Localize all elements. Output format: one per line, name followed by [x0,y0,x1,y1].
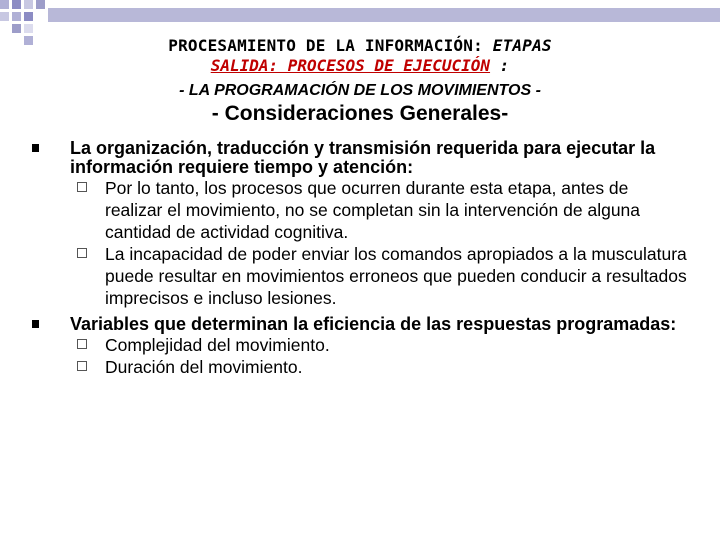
slide-title [0,36,720,55]
bullet-item [30,139,690,177]
header-bar [48,8,720,22]
corner-square [24,0,33,9]
title-italic: ETAPAS [492,36,552,55]
subtitle-red: SALIDA: PROCESOS DE EJECUCIÓN [210,56,491,75]
hollow-square-bullet-icon [77,339,87,349]
sub-bullet-item [70,177,690,243]
hollow-square-bullet-icon [77,361,87,371]
corner-square [12,24,21,33]
corner-square [12,12,21,21]
bullet-text: La organización, traducción y transmisión requerida para ejecutar la información requiere tiempo y atención: [70,138,656,177]
corner-square [36,0,45,9]
corner-square [24,24,33,33]
square-bullet-icon [32,144,39,152]
bullet-list [30,139,690,378]
subtitle-suffix: : [490,56,510,75]
hollow-square-bullet-icon [77,248,87,258]
slide-subtitle [0,56,720,75]
hollow-square-bullet-icon [77,182,87,192]
title-main: PROCESAMIENTO DE LA INFORMACIÓN: [168,36,493,55]
bullet-item [30,315,690,334]
corner-square [0,0,9,9]
sub-bullet-text: Por lo tanto, los procesos que ocurren durante esta etapa, antes de realizar el movimiento, no se completan sin la intervención de alguna cantidad de actividad cognitiva. [105,178,641,242]
sub-bullet-item [70,356,690,378]
section-heading: - LA PROGRAMACIÓN DE LOS MOVIMIENTOS - [179,82,541,99]
corner-square [12,0,21,9]
sub-bullet-item [70,243,690,309]
corner-square [24,12,33,21]
square-bullet-icon [32,320,39,328]
sub-bullet-text: La incapacidad de poder enviar los comandos apropiados a la musculatura puede resultar en movimientos erroneos que pueden conducir a resultados imprecisos e incluso lesiones. [105,244,687,308]
sub-bullet-text: Duración del movimiento. [105,357,303,377]
sub-bullet-text: Complejidad del movimiento. [105,335,330,355]
bullet-text: Variables que determinan la eficiencia de las respuestas programadas: [70,314,677,334]
sub-bullet-item [70,334,690,356]
section-subheading: - Consideraciones Generales- [211,102,509,125]
corner-square [0,12,9,21]
